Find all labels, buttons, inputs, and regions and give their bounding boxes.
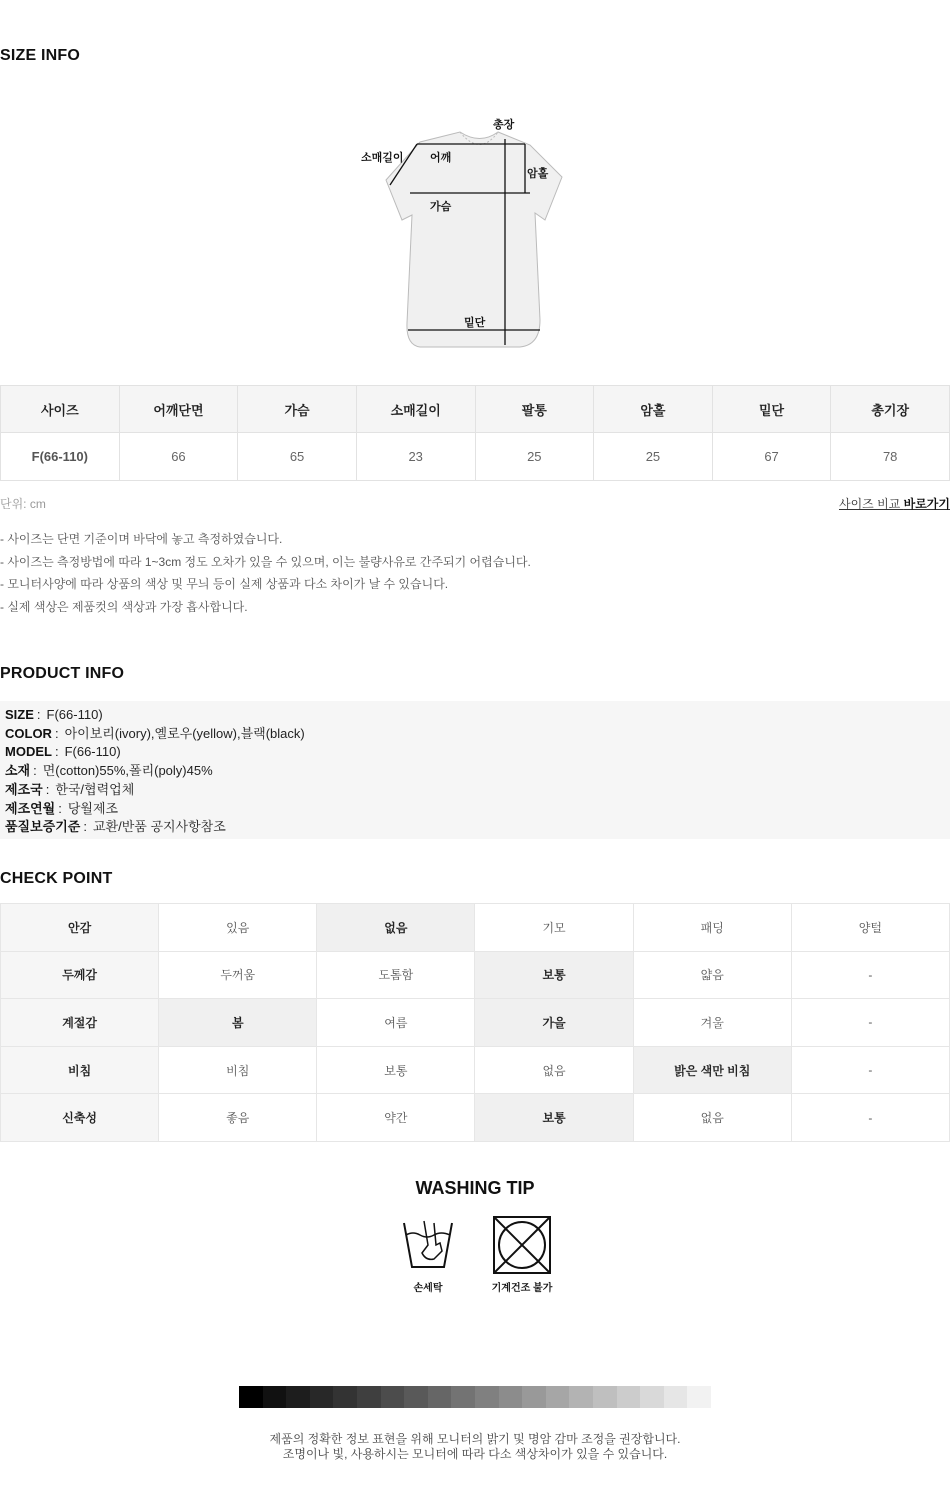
info-key: COLOR bbox=[5, 725, 52, 741]
compare-prefix: 사이즈 비교 bbox=[838, 497, 904, 511]
header-cell: 밑단 bbox=[712, 386, 831, 433]
check-option: - bbox=[791, 999, 949, 1047]
note-line: - 실제 색상은 제품컷의 색상과 가장 흡사합니다. bbox=[0, 600, 248, 615]
size-compare-link[interactable] bbox=[839, 495, 950, 512]
gray-swatch bbox=[499, 1386, 523, 1408]
info-row-color: COLOR : 아이보리(ivory),옐로우(yellow),블랙(black) bbox=[5, 725, 305, 741]
gray-swatch bbox=[640, 1386, 664, 1408]
unit-text: 단위: cm bbox=[0, 497, 46, 511]
header-cell: 가슴 bbox=[238, 386, 357, 433]
gray-swatch bbox=[475, 1386, 499, 1408]
gray-swatch bbox=[239, 1386, 263, 1408]
info-value: 한국/협력업체 bbox=[55, 781, 135, 797]
check-option: 보통 bbox=[317, 1046, 475, 1094]
size-notes bbox=[0, 528, 531, 619]
gray-swatch bbox=[593, 1386, 617, 1408]
info-row-date: 제조연월 : 당월제조 bbox=[5, 800, 119, 816]
header-cell: 팔통 bbox=[475, 386, 594, 433]
label-hem: 밑단 bbox=[464, 317, 486, 329]
wash-label: 손세탁 bbox=[413, 1283, 443, 1294]
check-option: 얇음 bbox=[633, 951, 791, 999]
check-label: 두께감 bbox=[1, 951, 159, 999]
check-option-selected: 봄 bbox=[159, 999, 317, 1047]
table-cell: 67 bbox=[712, 433, 831, 481]
check-option: 좋음 bbox=[159, 1094, 317, 1142]
monitor-note-line: 조명이나 빛, 사용하시는 모니터에 따라 다소 색상차이가 있을 수 있습니다. bbox=[282, 1446, 668, 1461]
gray-swatch bbox=[286, 1386, 310, 1408]
check-option: 양털 bbox=[791, 904, 949, 952]
wash-item-no-tumble-dry bbox=[482, 1215, 562, 1294]
header-cell: 어깨단면 bbox=[119, 386, 238, 433]
check-option: - bbox=[791, 1094, 949, 1142]
gray-swatch bbox=[451, 1386, 475, 1408]
compare-link-label: 바로가기 bbox=[903, 497, 950, 511]
grayscale-bar bbox=[239, 1386, 711, 1408]
header-cell: 사이즈 bbox=[1, 386, 120, 433]
check-option-selected: 보통 bbox=[475, 951, 633, 999]
gray-swatch bbox=[263, 1386, 287, 1408]
table-cell: 78 bbox=[831, 433, 950, 481]
check-option: 약간 bbox=[317, 1094, 475, 1142]
table-cell: 65 bbox=[238, 433, 357, 481]
gray-swatch bbox=[381, 1386, 405, 1408]
gray-swatch bbox=[310, 1386, 334, 1408]
check-option-selected: 가을 bbox=[475, 999, 633, 1047]
monitor-note-line: 제품의 정확한 정보 표현을 위해 모니터의 밝기 및 명암 감마 조정을 권장합니다. bbox=[269, 1432, 681, 1446]
header-cell: 소매길이 bbox=[356, 386, 475, 433]
info-value: 당월제조 bbox=[67, 800, 119, 816]
check-point-table bbox=[0, 903, 950, 1142]
note-line: - 사이즈는 측정방법에 따라 1~3cm 정도 오차가 있을 수 있으며, 이는 불량사유로 간주되기 어렵습니다. bbox=[0, 554, 531, 569]
hand-wash-icon bbox=[398, 1215, 458, 1275]
check-label: 안감 bbox=[1, 904, 159, 952]
gray-swatch bbox=[522, 1386, 546, 1408]
size-info-title: SIZE INFO bbox=[0, 47, 81, 64]
no-tumble-dry-icon bbox=[492, 1215, 552, 1275]
check-label: 신축성 bbox=[1, 1094, 159, 1142]
label-chest: 가슴 bbox=[430, 201, 452, 213]
info-row-material: 소재 : 면(cotton)55%,폴리(poly)45% bbox=[5, 763, 213, 779]
check-option-selected: 밝은 색만 비침 bbox=[633, 1046, 791, 1094]
check-option: 두꺼움 bbox=[159, 951, 317, 999]
check-option: 없음 bbox=[475, 1046, 633, 1094]
check-option: - bbox=[791, 951, 949, 999]
gray-swatch bbox=[546, 1386, 570, 1408]
label-shoulder: 어깨 bbox=[430, 152, 452, 164]
check-option: 패딩 bbox=[633, 904, 791, 952]
table-cell: F(66-110) bbox=[1, 433, 120, 481]
info-value: 교환/반품 공지사항참조 bbox=[92, 819, 226, 835]
info-key: SIZE bbox=[5, 707, 34, 722]
gray-swatch bbox=[428, 1386, 452, 1408]
label-sleeve-length: 소매길이 bbox=[361, 152, 404, 164]
info-key: 품질보증기준 bbox=[5, 819, 81, 835]
size-table-header bbox=[1, 386, 950, 433]
info-value: F(66-110) bbox=[64, 744, 121, 760]
gray-swatch bbox=[569, 1386, 593, 1408]
check-option: 기모 bbox=[475, 904, 633, 952]
gray-swatch bbox=[687, 1386, 711, 1408]
check-option: 겨울 bbox=[633, 999, 791, 1047]
table-cell: 23 bbox=[356, 433, 475, 481]
check-label: 계절감 bbox=[1, 999, 159, 1047]
check-option: - bbox=[791, 1046, 949, 1094]
table-cell: 25 bbox=[594, 433, 713, 481]
table-row bbox=[1, 999, 950, 1047]
info-key: 제조연월 bbox=[5, 800, 56, 816]
wash-label: 기계건조 불가 bbox=[491, 1283, 553, 1294]
info-value: 아이보리(ivory),옐로우(yellow),블랙(black) bbox=[64, 725, 305, 741]
note-line: - 모니터사양에 따라 상품의 색상 및 무늬 등이 실제 상품과 다소 차이가 날 수 있습니다. bbox=[0, 577, 449, 592]
check-option: 여름 bbox=[317, 999, 475, 1047]
info-row-warranty: 품질보증기준 : 교환/반품 공지사항참조 bbox=[5, 819, 226, 835]
header-cell: 암홀 bbox=[594, 386, 713, 433]
table-cell: 66 bbox=[119, 433, 238, 481]
table-row bbox=[1, 1094, 950, 1142]
table-row bbox=[1, 904, 950, 952]
table-row bbox=[1, 951, 950, 999]
gray-swatch bbox=[357, 1386, 381, 1408]
info-key: MODEL bbox=[5, 744, 52, 760]
info-value: F(66-110) bbox=[46, 707, 103, 722]
check-option: 있음 bbox=[159, 904, 317, 952]
check-option: 도톰함 bbox=[317, 951, 475, 999]
product-info-box bbox=[0, 701, 950, 839]
gray-swatch bbox=[404, 1386, 428, 1408]
label-total-length: 총장 bbox=[493, 119, 515, 131]
info-value: 면(cotton)55%,폴리(poly)45% bbox=[42, 763, 213, 779]
info-row-country: 제조국 : 한국/협력업체 bbox=[5, 781, 135, 797]
size-table bbox=[0, 385, 950, 481]
note-line: - 사이즈는 단면 기준이며 바닥에 놓고 측정하였습니다. bbox=[0, 532, 283, 546]
check-option: 없음 bbox=[633, 1094, 791, 1142]
check-label: 비침 bbox=[1, 1046, 159, 1094]
gray-swatch bbox=[617, 1386, 641, 1408]
check-option: 비침 bbox=[159, 1046, 317, 1094]
size-diagram bbox=[340, 105, 590, 360]
label-armhole: 암홀 bbox=[527, 168, 549, 180]
table-row bbox=[1, 1046, 950, 1094]
check-option-selected: 보통 bbox=[475, 1094, 633, 1142]
header-cell: 총기장 bbox=[831, 386, 950, 433]
washing-tip-title: WASHING TIP bbox=[415, 1178, 535, 1198]
check-option-selected: 없음 bbox=[317, 904, 475, 952]
info-row-model: MODEL : F(66-110) bbox=[5, 744, 121, 760]
table-row bbox=[1, 433, 950, 481]
check-point-title: CHECK POINT bbox=[0, 870, 113, 887]
gray-swatch bbox=[333, 1386, 357, 1408]
table-cell: 25 bbox=[475, 433, 594, 481]
gray-swatch bbox=[664, 1386, 688, 1408]
info-key: 제조국 bbox=[5, 781, 43, 797]
info-row-size: SIZE : F(66-110) bbox=[5, 707, 103, 722]
monitor-note bbox=[0, 1432, 950, 1461]
wash-item-hand-wash bbox=[388, 1215, 468, 1294]
info-key: 소재 bbox=[5, 763, 31, 779]
product-info-title: PRODUCT INFO bbox=[0, 665, 125, 682]
